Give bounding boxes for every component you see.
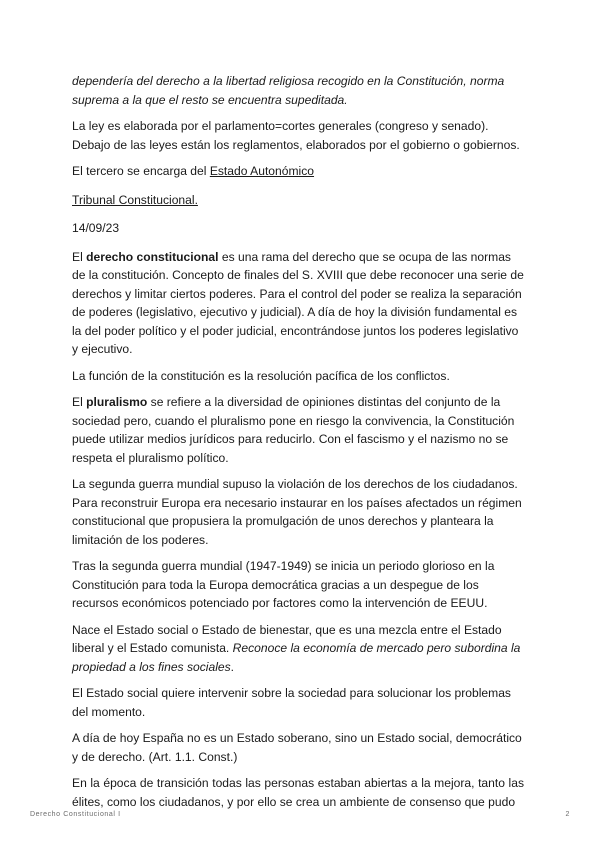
paragraph-constitutional-law: El derecho constitucional es una rama del derecho que se ocupa de las normas de la constitución. Concepto de finales del S. XVIII que debe reconocer una serie de derechos y limitar ciertos poderes. Para el control del poder se realiza la separación de poderes (legislativo, ejecutivo y judicial). A día de hoy la división fundamental es la del poder político y el poder judicial, encontrándose juntos los poderes legislativo y ejecutivo. <box>72 249 524 356</box>
paragraph-post-war-period: Tras la segunda guerra mundial (1947-1949) se inicia un periodo glorioso en la Constitución para toda la Europa democrática gracias a un despegue de los recursos económicos potenciado por factores como la intervención de EEUU. <box>72 559 495 610</box>
paragraph-spain-state: A día de hoy España no es un Estado soberano, sino un Estado social, democrático y de derecho. (Art. 1.1. Const.) <box>72 731 522 764</box>
document-body <box>72 72 524 819</box>
footer-document-title: Derecho Constitucional I <box>30 811 121 818</box>
paragraph-law-parliament: La ley es elaborada por el parlamento=cortes generales (congreso y senado). Debajo de las leyes están los reglamentos, elaborados por el gobierno o gobiernos. <box>72 119 520 152</box>
paragraph-second-world-war: La segunda guerra mundial supuso la violación de los derechos de los ciudadanos. Para reconstruir Europa era necesario instaurar en los países afectados un régimen constitucional que propusiera la promulgación de unos derechos y planteara la limitación de los poderes. <box>72 477 522 547</box>
paragraph-constitution-function: La función de la constitución es la resolución pacífica de los conflictos. <box>72 368 450 383</box>
paragraph-religious-freedom: dependería del derecho a la libertad religiosa recogido en la Constitución, norma suprema a la que el resto se encuentra supeditada. <box>72 74 505 107</box>
paragraph-constitutional-court: Tribunal Constitucional. <box>72 192 198 207</box>
footer-page-number: 2 <box>565 811 570 818</box>
page-footer <box>30 811 570 818</box>
paragraph-transition: En la época de transición todas las personas estaban abiertas a la mejora, tanto las élites, como los ciudadanos, y por ello se crea un ambiente de consenso que pudo <box>72 776 524 809</box>
paragraph-welfare-state: Nace el Estado social o Estado de bienestar, que es una mezcla entre el Estado liberal y el Estado comunista. Reconoce la economía de mercado pero subordina la propiedad a los fines sociales. <box>72 622 521 674</box>
paragraph-pluralism: El pluralismo se refiere a la diversidad de opiniones distintas del conjunto de la sociedad pero, cuando el pluralismo pone en riesgo la convivencia, la Constitución puede utilizar medios jurídicos para reducirlo. Con el fascismo y el nazismo no se respeta el pluralismo político. <box>72 395 515 465</box>
date-heading: 14/09/23 <box>72 221 120 235</box>
paragraph-autonomous-state: El tercero se encarga del Estado Autonómico <box>72 164 315 178</box>
paragraph-social-state: El Estado social quiere intervenir sobre la sociedad para solucionar los problemas del momento. <box>72 686 511 719</box>
